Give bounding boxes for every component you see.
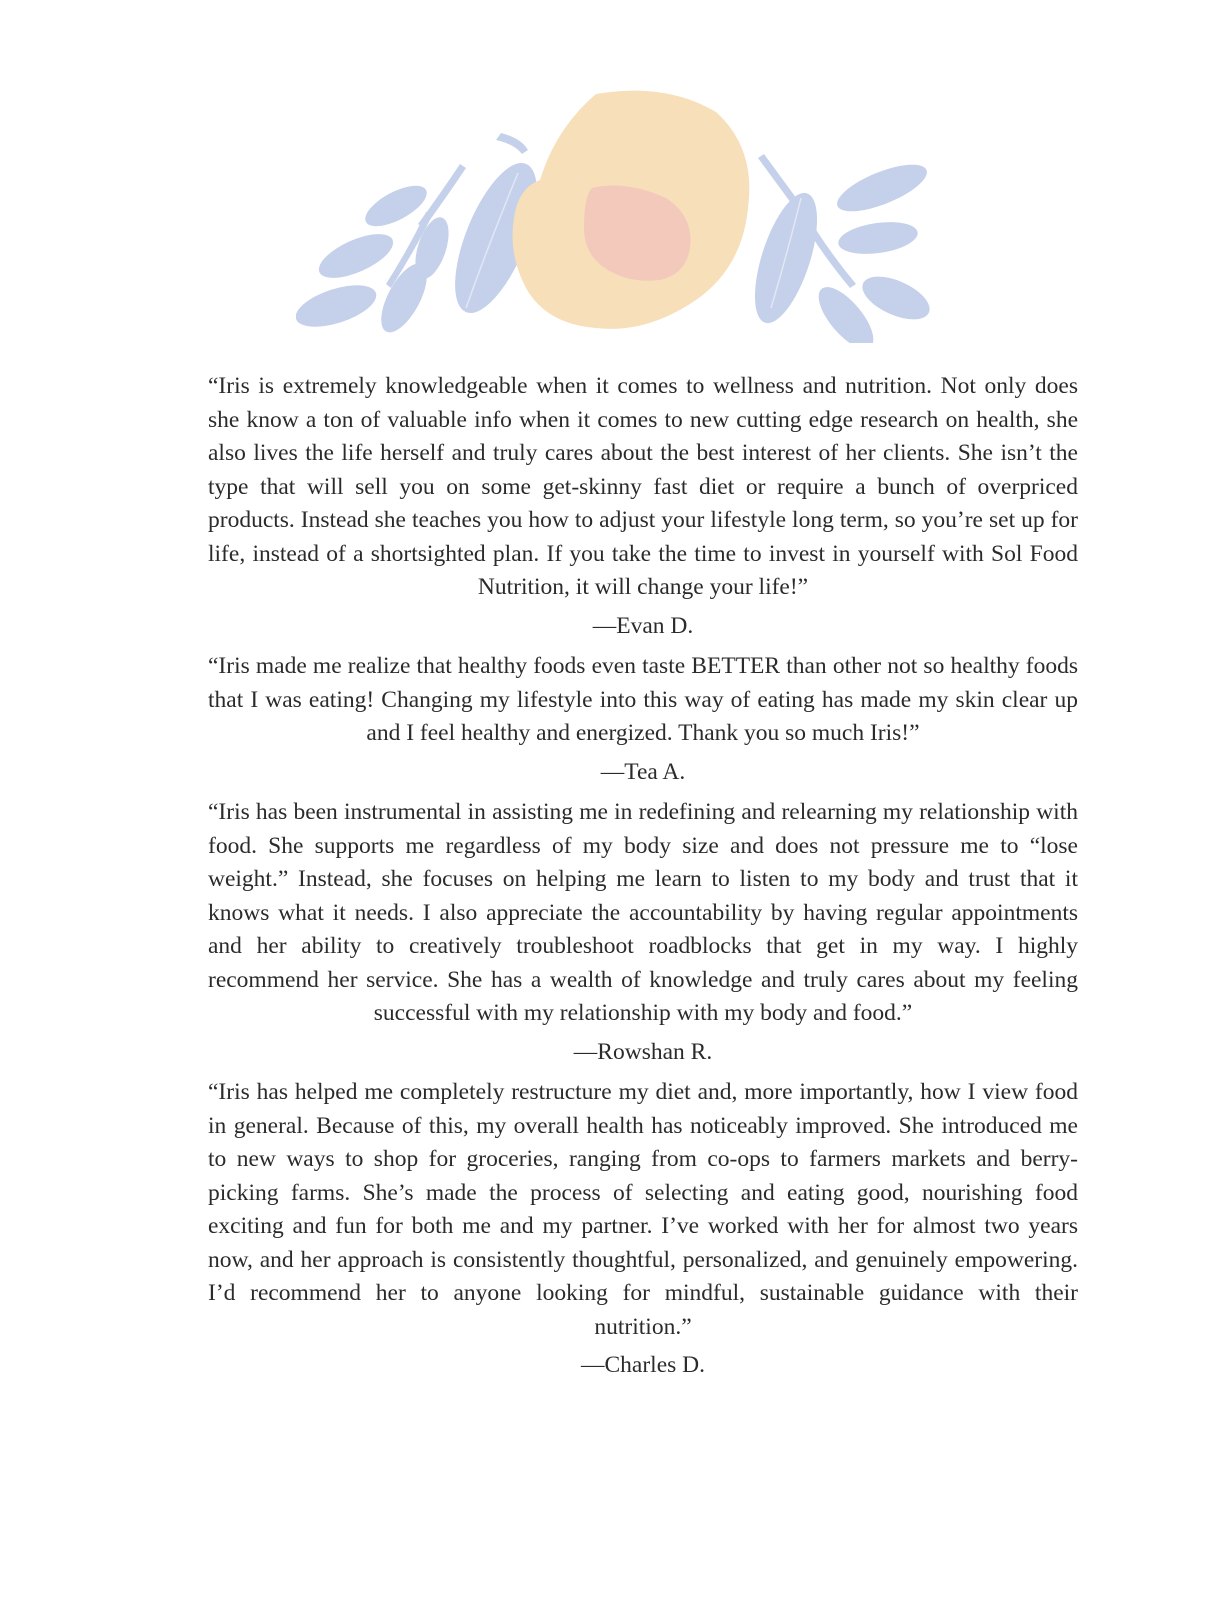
testimonial-quote: “Iris is extremely knowledgeable when it comes to wellness and nutrition. Not only does she know a ton of valuable info when it comes to new cutting edge research on health, she also lives the life herself and truly cares about the best interest of her clients. She isn’t the type that will sell you on some get-skinny fast diet or require a bunch of overpriced products. Instead she teaches you how to adjust your lifestyle long term, so you’re set up for life, instead of a shortsighted plan. If you take the time to invest in yourself with Sol Food Nutrition, it will change your life!” [208, 373, 1078, 600]
testimonial [208, 1076, 1078, 1383]
testimonial-author: —Charles D. [580, 1352, 705, 1378]
testimonial-author: —Evan D. [592, 612, 694, 639]
testimonial [208, 370, 1078, 643]
testimonials-list [208, 370, 1078, 1390]
testimonial-quote: “Iris has been instrumental in assisting me in redefining and relearning my relationship with food. She supports me regardless of my body size and does not pressure me to “lose weight.” Instead, she focuses on helping me learn to listen to my body and trust that it knows what it needs. I also appreciate the accountability by having regular appointments and her ability to creatively troubleshoot roadblocks that get in my way. I highly recommend her service. She has a wealth of knowledge and truly cares about my feeling successful with my relationship with my body and food.” [208, 799, 1078, 1026]
testimonial [208, 796, 1078, 1069]
testimonial-author: —Tea A. [600, 758, 686, 785]
testimonial-author: —Rowshan R. [573, 1038, 713, 1065]
peach-with-leaves-icon [296, 88, 946, 343]
testimonial-quote: “Iris made me realize that healthy foods even taste BETTER than other not so healthy foods that I was eating! Changing my lifestyle into this way of eating has made my skin clear up and I feel healthy and energized. Thank you so much Iris!” [208, 653, 1078, 746]
testimonial-quote: “Iris has helped me completely restructure my diet and, more importantly, how I view food in general. Because of this, my overall health has noticeably improved. She introduced me to new ways to shop for groceries, ranging from co-ops to farmers markets and berry-picking farms. She’s made the process of selecting and eating good, nourishing food exciting and fun for both me and my partner. I’ve worked with her for almost two years now, and her approach is consistently thoughtful, personalized, and genuinely empowering. I’d recommend her to anyone looking for mindful, sustainable guidance with their nutrition.” [208, 1079, 1078, 1340]
testimonial [208, 650, 1078, 789]
